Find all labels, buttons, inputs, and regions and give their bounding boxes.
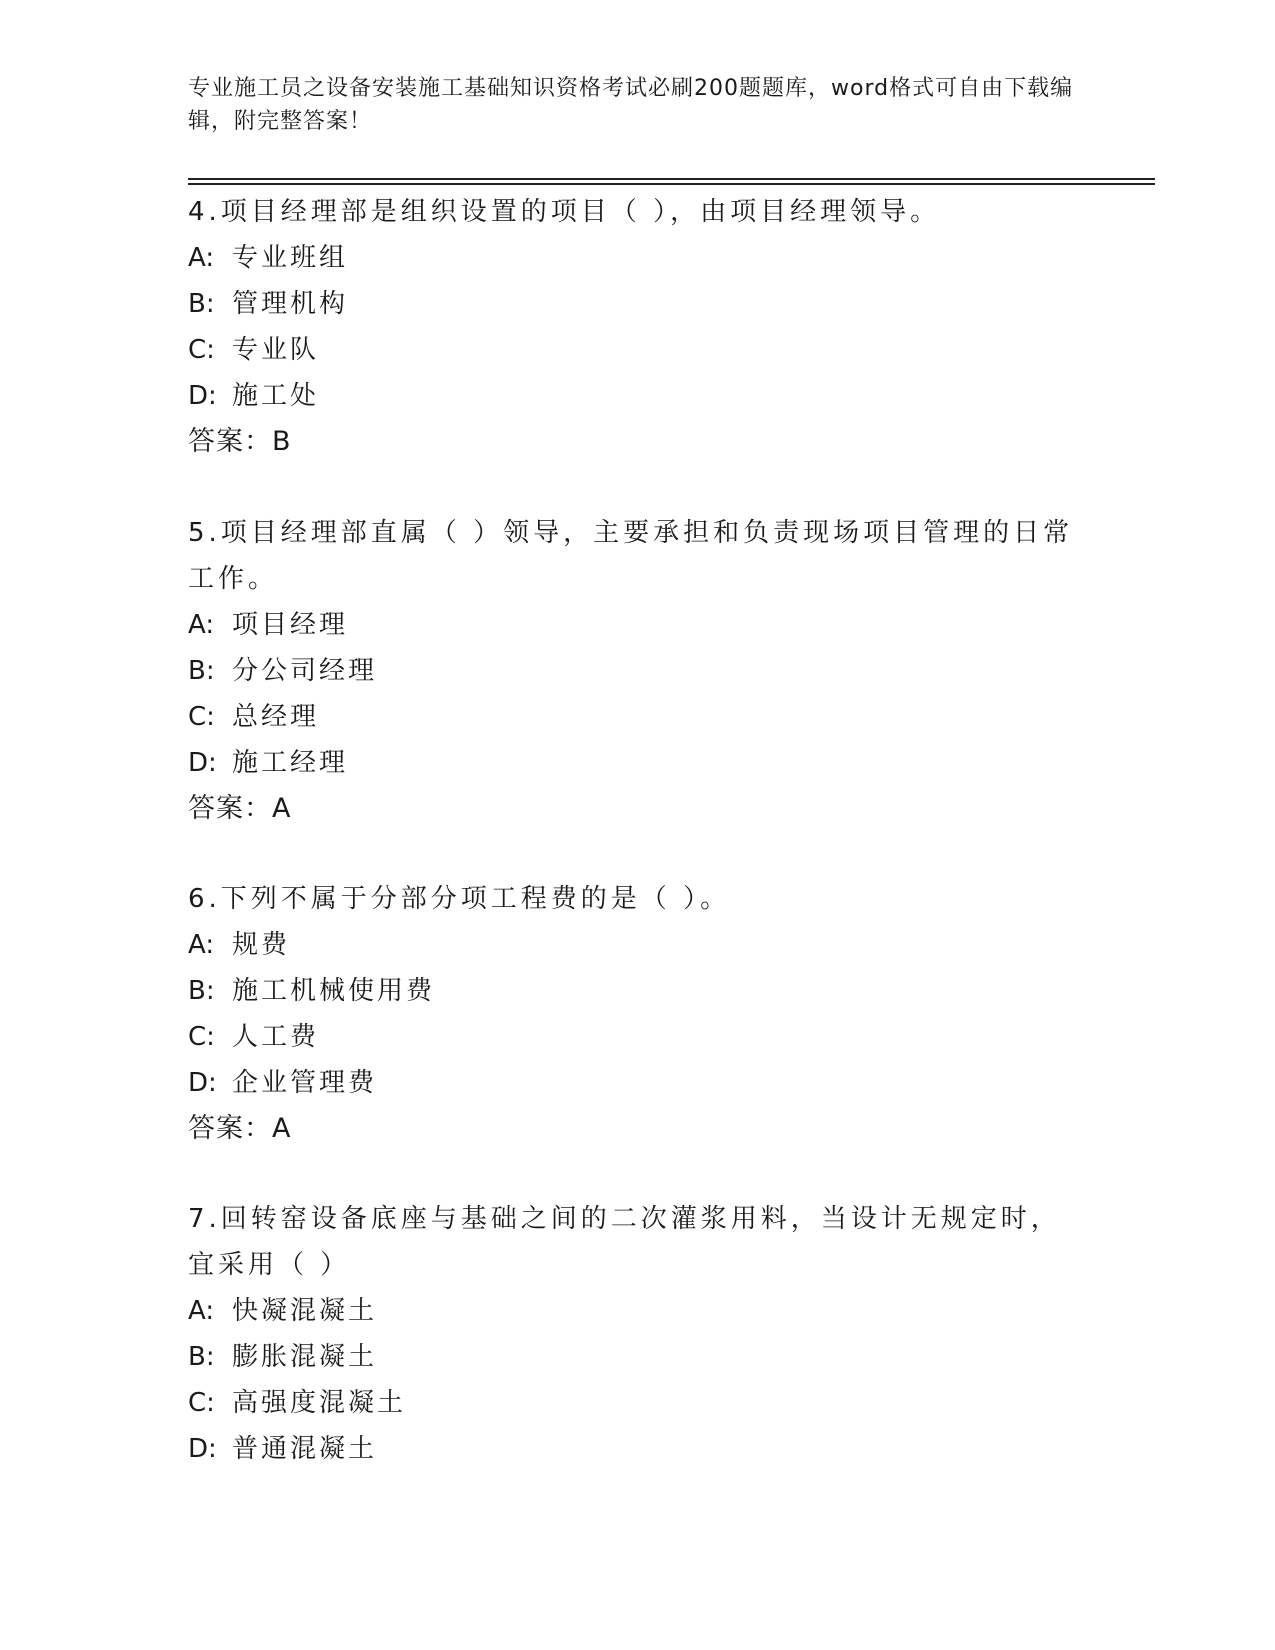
option-letter: A: [188,930,215,960]
option-c [188,694,1088,740]
header-divider-top [188,178,1155,180]
option-letter: D: [188,748,217,778]
option-b [188,281,1088,327]
option-c [188,1380,1088,1426]
question-text: 6.下列不属于分部分项工程费的是（ ）。 [188,884,731,914]
option-c [188,327,1088,373]
option-letter: A: [188,243,215,273]
option-letter: C: [188,1388,215,1418]
answer-line: 答案：B [188,426,292,457]
option-letter: D: [188,1068,217,1098]
option-d [188,1060,1088,1106]
option-c [188,1014,1088,1060]
option-letter: B: [188,289,215,319]
option-a [188,922,1088,968]
question-text: 5.项目经理部直属（ ）领导，主要承担和负责现场项目管理的日常工作。 [188,518,1074,594]
option-letter: B: [188,1342,215,1372]
option-letter: D: [188,381,217,411]
answer-line: 答案：A [188,1113,292,1144]
answer-line: 答案：A [188,793,292,824]
option-letter: B: [188,976,215,1006]
option-text: 快凝混凝土 [232,1296,378,1326]
option-d [188,373,1088,419]
option-a [188,602,1088,648]
option-text: 人工费 [232,1022,320,1052]
option-text: 专业班组 [232,243,349,273]
option-text: 高强度混凝土 [232,1388,407,1418]
header-divider-bottom [188,183,1155,185]
option-letter: C: [188,702,215,732]
option-text: 管理机构 [232,289,349,319]
option-letter: A: [188,1296,215,1326]
option-letter: D: [188,1434,217,1464]
option-text: 膨胀混凝土 [232,1342,378,1372]
option-text: 普通混凝土 [232,1434,378,1464]
option-letter: C: [188,1022,215,1052]
option-b [188,648,1088,694]
option-text: 总经理 [232,702,320,732]
option-a [188,235,1088,281]
option-text: 施工机械使用费 [232,976,436,1006]
question-text: 4.项目经理部是组织设置的项目（ ），由项目经理领导。 [188,197,941,227]
option-a [188,1288,1088,1334]
option-text: 施工经理 [232,748,349,778]
option-text: 施工处 [232,381,320,411]
option-b [188,1334,1088,1380]
option-b [188,968,1088,1014]
question-7 [188,1196,1088,1472]
document-header: 专业施工员之设备安装施工基础知识资格考试必刷200题题库，word格式可自由下载编辑，附完整答案！ [188,76,1074,134]
option-d [188,740,1088,786]
question-4 [188,189,1088,465]
question-6 [188,876,1088,1152]
question-5 [188,510,1088,832]
option-text: 专业队 [232,335,320,365]
option-letter: B: [188,656,215,686]
option-text: 项目经理 [232,610,349,640]
option-d [188,1426,1088,1472]
option-text: 分公司经理 [232,656,378,686]
option-text: 企业管理费 [232,1068,378,1098]
question-text: 7.回转窑设备底座与基础之间的二次灌浆用料，当设计无规定时，宜采用（ ） [188,1204,1061,1280]
option-letter: A: [188,610,215,640]
option-letter: C: [188,335,215,365]
option-text: 规费 [232,930,291,960]
